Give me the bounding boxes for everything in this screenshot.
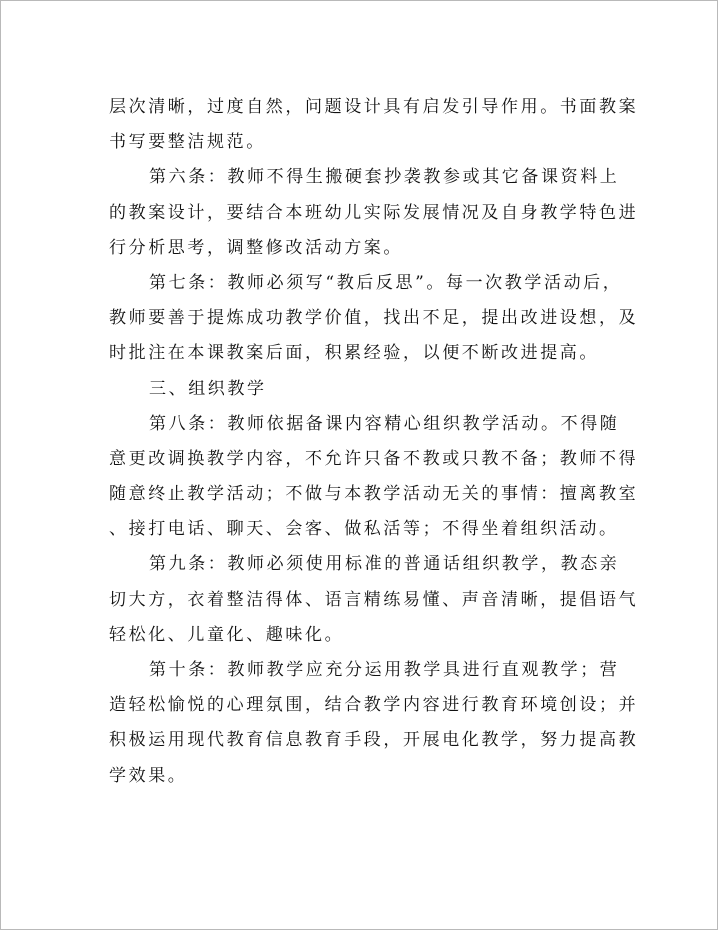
paragraph-article-9 — [109, 547, 639, 653]
text-line: 积极运用现代教育信息教育手段，开展电化教学，努力提高教 — [109, 730, 639, 751]
text-line: 教师要善于提炼成功教学价值，找出不足，提出改进设想，及 — [109, 308, 639, 329]
text-line: 轻松化、儿童化、趣味化。 — [109, 624, 345, 645]
text-line: 意更改调换教学内容，不允许只备不教或只教不备；教师不得 — [109, 448, 639, 469]
text-line: 书写要整洁规范。 — [109, 132, 266, 153]
text-line: 行分析思考，调整修改活动方案。 — [109, 237, 403, 258]
paragraph-article-7 — [109, 266, 639, 372]
document-body — [109, 90, 639, 794]
text-line: 第六条：教师不得生搬硬套抄袭教参或其它备课资料上 — [149, 167, 620, 188]
text-line: 的教案设计，要结合本班幼儿实际发展情况及自身教学特色进 — [109, 202, 639, 223]
text-line: 第九条：教师必须使用标准的普通话组织教学，教态亲 — [149, 554, 620, 575]
text-line: 时批注在本课教案后面，积累经验，以便不断改进提高。 — [109, 343, 599, 364]
text-line: 第七条：教师必须写“教后反思”。每一次教学活动后， — [149, 272, 623, 293]
text-line: 随意终止教学活动；不做与本教学活动无关的事情：擅离教室 — [109, 484, 639, 505]
text-line: 、接打电话、聊天、会客、做私活等；不得坐着组织活动。 — [109, 519, 619, 540]
text-line: 切大方，衣着整洁得体、语言精练易懂、声音清晰，提倡语气 — [109, 589, 639, 610]
paragraph-article-6 — [109, 160, 639, 266]
text-line: 第十条：教师教学应充分运用教学具进行直观教学；营 — [149, 660, 620, 680]
text-line: 第八条：教师依据备课内容精心组织教学活动。不得随 — [149, 413, 620, 434]
section-heading-text: 三、组织教学 — [149, 378, 267, 399]
section-heading — [109, 372, 619, 407]
paragraph-article-8 — [109, 407, 639, 548]
text-line: 层次清晰，过度自然，问题设计具有启发引导作用。书面教案 — [109, 97, 639, 117]
text-line: 造轻松愉悦的心理氛围，结合教学内容进行教育环境创设；并 — [109, 695, 639, 716]
paragraph-continuation — [109, 90, 639, 160]
paragraph-article-10 — [109, 653, 639, 794]
text-line: 学效果。 — [109, 765, 188, 786]
